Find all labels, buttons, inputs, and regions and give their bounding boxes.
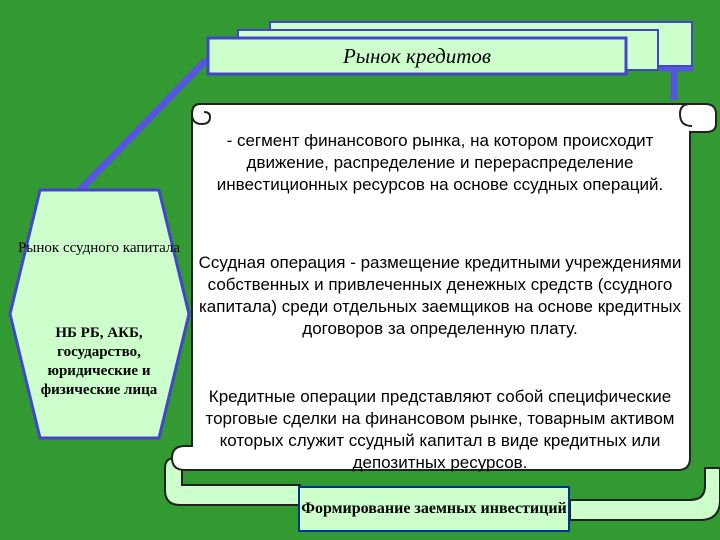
hexagon-panel: [8, 188, 191, 440]
title: Рынок кредитов: [342, 43, 492, 68]
definition-text: - сегмент финансового рынка, на котором происходит движение, распределение и перераспределение инвестиционных ресурсов на основе ссудных операций.: [216, 131, 664, 194]
loan-operation-text: Ссудная операция - размещение кредитными учреждениями собственных и привлеченных денежных средств (ссудного капитала) среди отдельных заемщиков на основе кредитных договоров за определенную плату.: [198, 253, 682, 338]
investment-formation-box: Формирование заемных инвестиций: [298, 486, 570, 532]
participants-label: НБ РБ, АКБ, государство, юридические и физические лица: [40, 325, 158, 398]
credit-operations-text: Кредитные операции представляют собой специфические торговые сделки на финансовом рынке, товарным активом которых служит ссудный капитал в виде кредитных или депозитных ресурсов.: [205, 387, 675, 472]
capital-market-label: Рынок ссудного капитала: [17, 240, 181, 256]
